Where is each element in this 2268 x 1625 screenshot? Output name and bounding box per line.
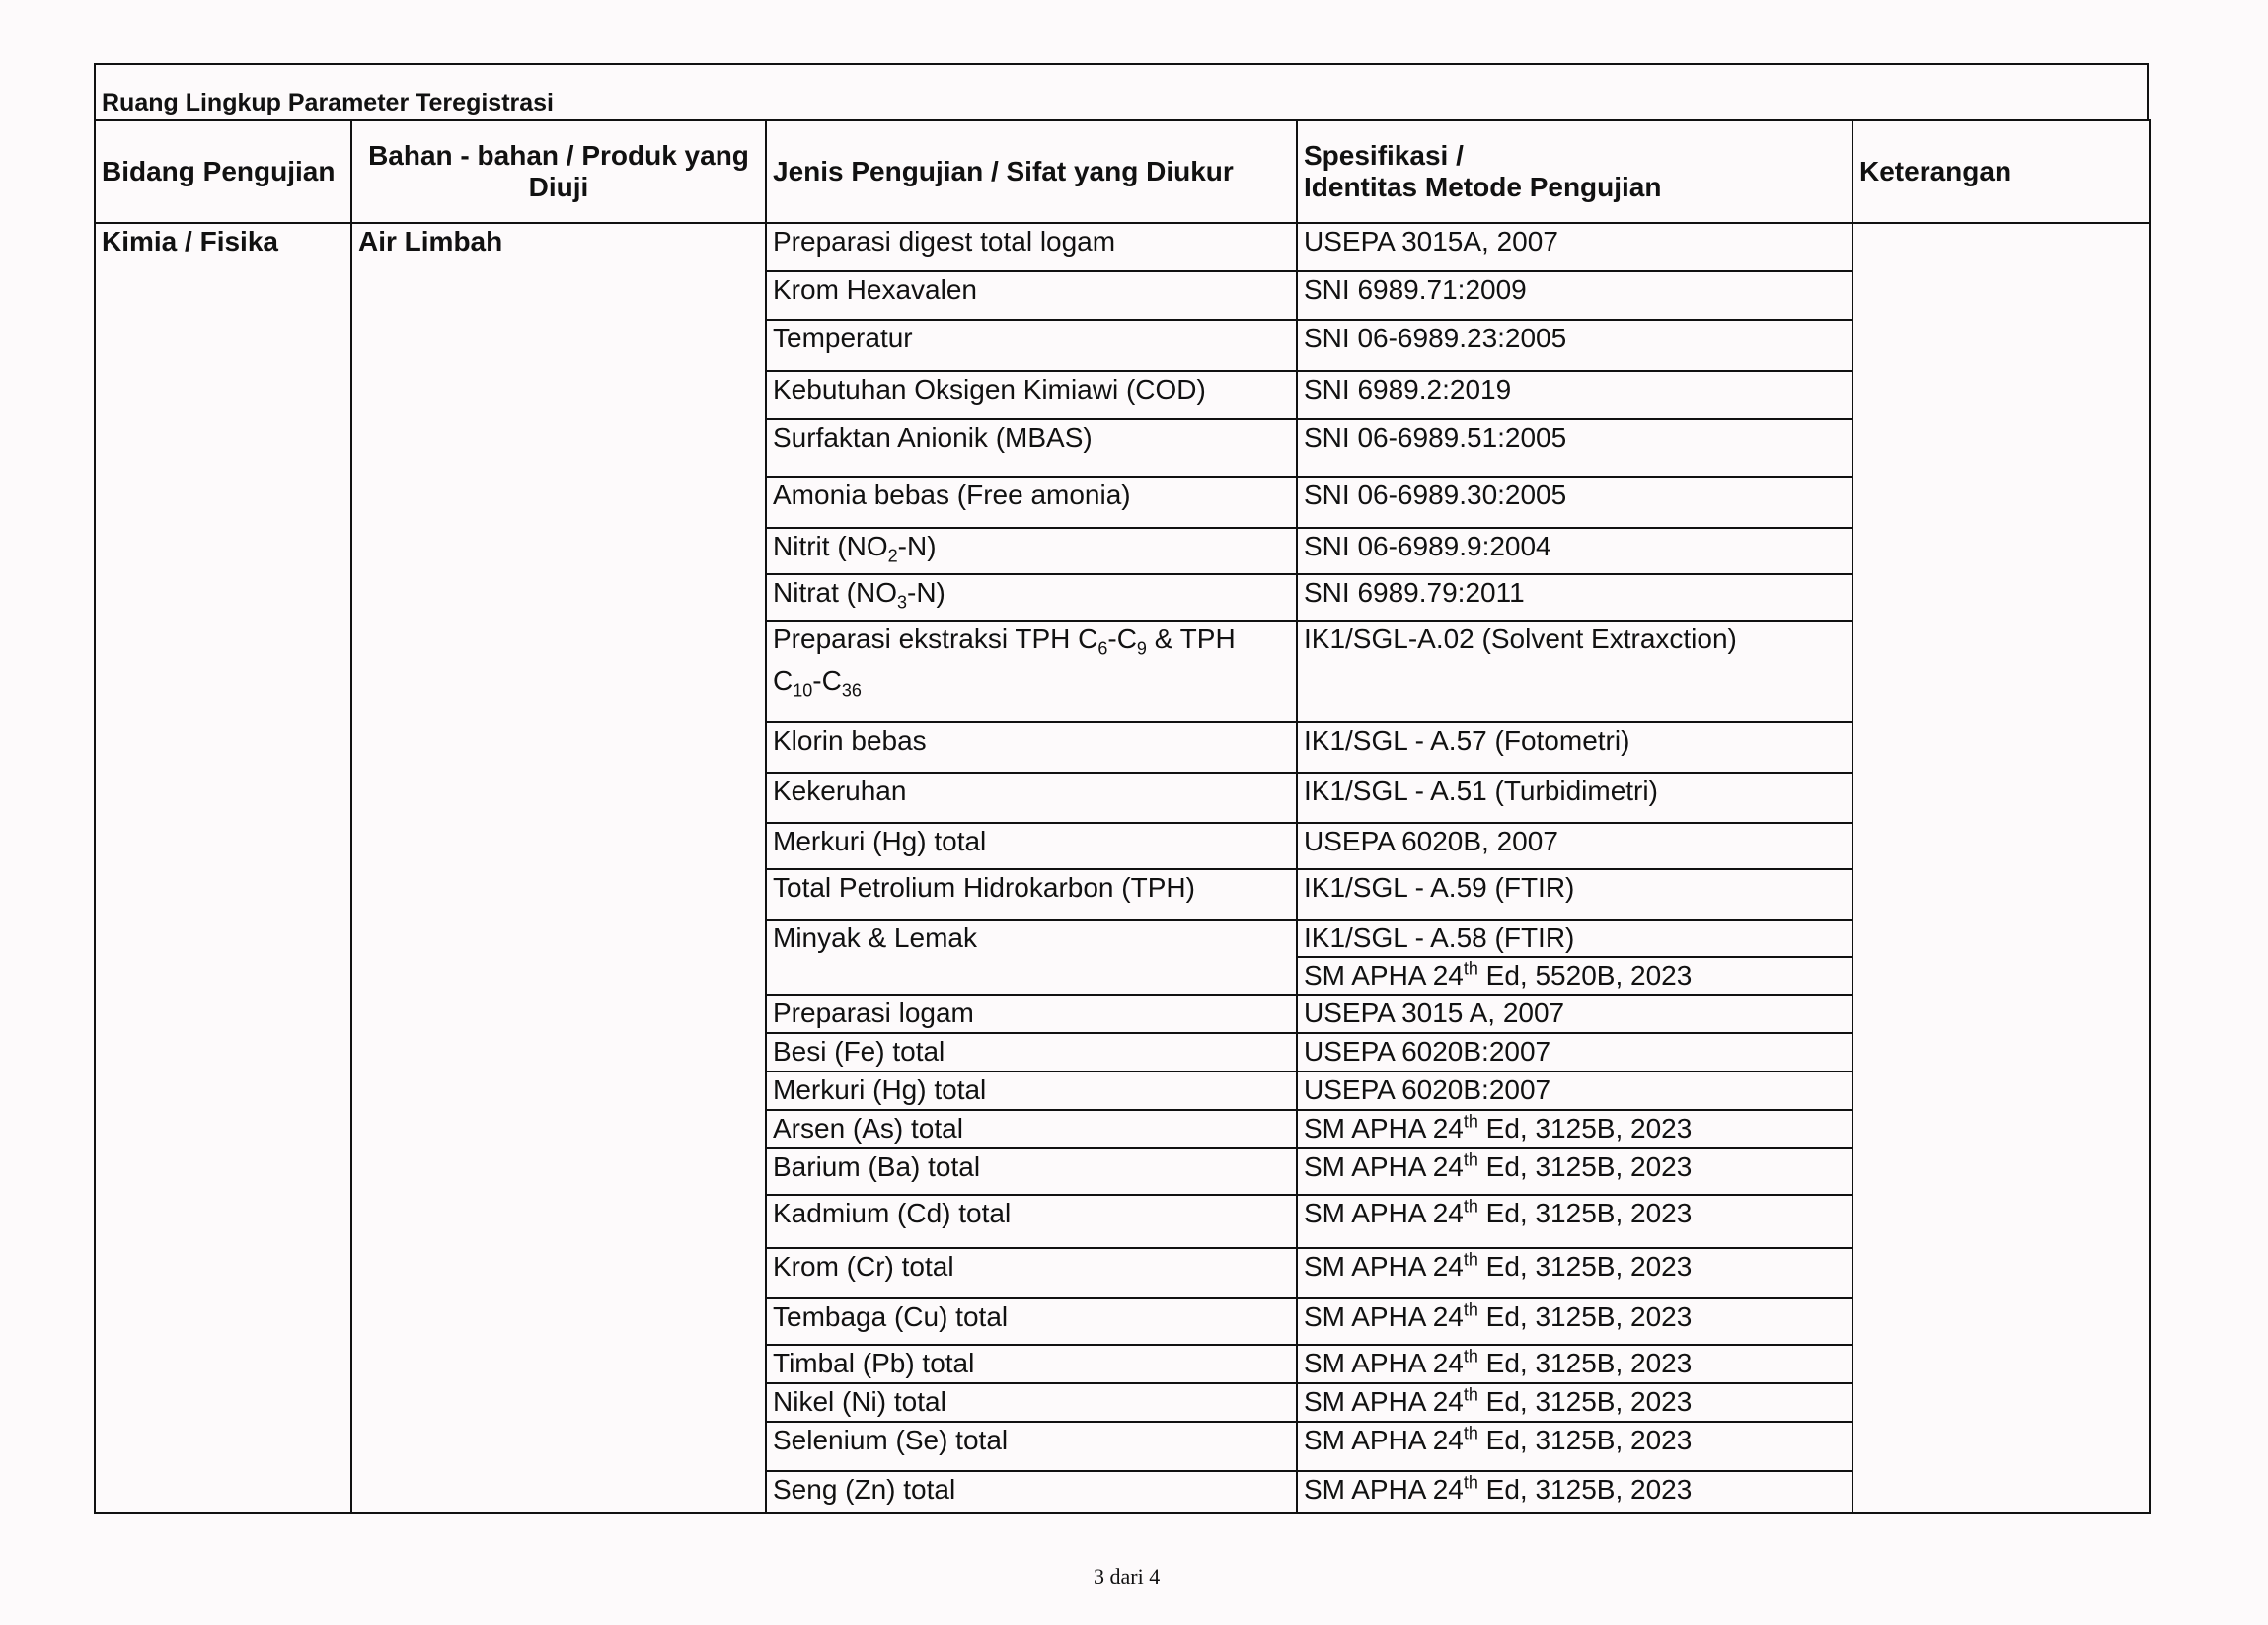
header-spesifikasi: [1297, 120, 1852, 223]
test-text: Nitrat (NO: [773, 577, 897, 608]
method-text: USEPA 6020B, 2007: [1304, 826, 1558, 856]
metode-pengujian-cell: [1297, 869, 1852, 920]
method-superscript: th: [1463, 1196, 1478, 1217]
method-superscript: th: [1463, 1472, 1478, 1493]
method-text: SNI 6989.71:2009: [1304, 274, 1527, 305]
test-text: -C: [812, 665, 842, 696]
jenis-pengujian-cell: Preparasi digest total logam: [766, 223, 1297, 271]
method-text: Ed, 3125B, 2023: [1477, 1386, 1693, 1417]
keterangan-cell: [1852, 223, 2150, 1513]
jenis-pengujian-cell: Minyak & Lemak: [766, 920, 1297, 995]
jenis-pengujian-cell: Krom (Cr) total: [766, 1248, 1297, 1298]
metode-pengujian-cell: [1297, 574, 1852, 621]
method-text: IK1/SGL - A.57 (Fotometri): [1304, 725, 1630, 756]
metode-pengujian-cell: [1297, 320, 1852, 371]
jenis-pengujian-cell: Arsen (As) total: [766, 1110, 1297, 1148]
jenis-pengujian-cell: Merkuri (Hg) total: [766, 1071, 1297, 1110]
metode-pengujian-cell: [1297, 1345, 1852, 1383]
method-text: Ed, 3125B, 2023: [1477, 1301, 1693, 1332]
test-subscript: 10: [793, 680, 813, 701]
header-jenis-pengujian: Jenis Pengujian / Sifat yang Diukur: [766, 120, 1297, 223]
method-superscript: th: [1463, 1111, 1478, 1132]
test-subscript: 2: [887, 546, 898, 566]
method-text: SNI 06-6989.9:2004: [1304, 531, 1551, 561]
metode-pengujian-cell: [1297, 1110, 1852, 1148]
metode-pengujian-cell: [1297, 1033, 1852, 1071]
test-text: -N): [897, 531, 937, 561]
jenis-pengujian-cell: Seng (Zn) total: [766, 1471, 1297, 1513]
jenis-pengujian-cell: Timbal (Pb) total: [766, 1345, 1297, 1383]
test-subscript: 3: [897, 592, 908, 613]
method-text: SM APHA 24: [1304, 1151, 1464, 1182]
method-text: Ed, 3125B, 2023: [1477, 1348, 1693, 1378]
jenis-pengujian-cell: Nikel (Ni) total: [766, 1383, 1297, 1422]
metode-pengujian-cell: [1297, 1422, 1852, 1471]
jenis-pengujian-cell: [766, 621, 1297, 722]
jenis-pengujian-cell: Total Petrolium Hidrokarbon (TPH): [766, 869, 1297, 920]
header-spesifikasi-line2: Identitas Metode Pengujian: [1304, 172, 1662, 202]
metode-pengujian-cell: [1297, 773, 1852, 823]
metode-pengujian-cell: [1297, 371, 1852, 419]
jenis-pengujian-cell: Besi (Fe) total: [766, 1033, 1297, 1071]
method-text: SM APHA 24: [1304, 960, 1464, 991]
jenis-pengujian-cell: Tembaga (Cu) total: [766, 1298, 1297, 1345]
method-text: IK1/SGL - A.59 (FTIR): [1304, 872, 1575, 903]
method-superscript: th: [1463, 1423, 1478, 1443]
method-text: USEPA 6020B:2007: [1304, 1074, 1551, 1105]
method-text: SM APHA 24: [1304, 1386, 1464, 1417]
test-text: & TPH: [1146, 624, 1236, 654]
metode-pengujian-cell: [1297, 1383, 1852, 1422]
method-text: Ed, 3125B, 2023: [1477, 1113, 1693, 1144]
metode-pengujian-cell: [1297, 1248, 1852, 1298]
method-text: SNI 06-6989.51:2005: [1304, 422, 1567, 453]
registered-parameter-scope-sheet: [94, 63, 2149, 1514]
metode-pengujian-cell: [1297, 477, 1852, 528]
table-header-row: [95, 120, 2150, 223]
test-text: Nitrit (NO: [773, 531, 888, 561]
metode-pengujian-cell: [1297, 419, 1852, 477]
test-text: C: [773, 665, 794, 696]
method-text: Ed, 3125B, 2023: [1477, 1198, 1693, 1228]
metode-pengujian-cell: [1297, 621, 1852, 722]
method-text: IK1/SGL-A.02 (Solvent Extraxction): [1304, 624, 1737, 654]
method-text: SM APHA 24: [1304, 1301, 1464, 1332]
header-spesifikasi-line1: Spesifikasi /: [1304, 140, 1464, 171]
test-subscript: 6: [1097, 638, 1108, 659]
jenis-pengujian-cell: Kadmium (Cd) total: [766, 1195, 1297, 1248]
method-text: SM APHA 24: [1304, 1251, 1464, 1282]
method-text: USEPA 6020B:2007: [1304, 1036, 1551, 1067]
method-text: IK1/SGL - A.51 (Turbidimetri): [1304, 776, 1658, 806]
method-text: USEPA 3015 A, 2007: [1304, 997, 1565, 1028]
metode-pengujian-cell: [1297, 1148, 1852, 1195]
test-text: Preparasi ekstraksi TPH C: [773, 624, 1098, 654]
method-text: SM APHA 24: [1304, 1425, 1464, 1455]
header-bahan-produk: Bahan - bahan / Produk yang Diuji: [351, 120, 766, 223]
test-subscript: 9: [1136, 638, 1147, 659]
header-bidang-pengujian: Bidang Pengujian: [95, 120, 351, 223]
metode-pengujian-cell: [1297, 823, 1852, 869]
method-text: SM APHA 24: [1304, 1198, 1464, 1228]
metode-pengujian-cell: [1297, 1195, 1852, 1248]
method-superscript: th: [1463, 958, 1478, 979]
jenis-pengujian-cell: Selenium (Se) total: [766, 1422, 1297, 1471]
method-text: Ed, 3125B, 2023: [1477, 1151, 1693, 1182]
method-text: SNI 06-6989.30:2005: [1304, 480, 1567, 510]
header-keterangan: Keterangan: [1852, 120, 2150, 223]
jenis-pengujian-cell: Surfaktan Anionik (MBAS): [766, 419, 1297, 477]
bidang-cell: Kimia / Fisika: [95, 223, 351, 1513]
jenis-pengujian-cell: Amonia bebas (Free amonia): [766, 477, 1297, 528]
table-body: [95, 223, 2150, 1513]
page-number: 3 dari 4: [1094, 1564, 1161, 1588]
method-superscript: th: [1463, 1346, 1478, 1366]
method-superscript: th: [1463, 1299, 1478, 1320]
method-text: SM APHA 24: [1304, 1113, 1464, 1144]
method-text: Ed, 3125B, 2023: [1477, 1474, 1693, 1505]
method-text: Ed, 3125B, 2023: [1477, 1251, 1693, 1282]
method-text: Ed, 5520B, 2023: [1477, 960, 1693, 991]
method-text: SNI 6989.79:2011: [1304, 577, 1525, 608]
test-text: -C: [1107, 624, 1137, 654]
metode-pengujian-cell: [1297, 1071, 1852, 1110]
jenis-pengujian-cell: Kebutuhan Oksigen Kimiawi (COD): [766, 371, 1297, 419]
jenis-pengujian-cell: Klorin bebas: [766, 722, 1297, 773]
jenis-pengujian-cell: Temperatur: [766, 320, 1297, 371]
bahan-cell: Air Limbah: [351, 223, 766, 1513]
method-text: SM APHA 24: [1304, 1348, 1464, 1378]
method-text: SM APHA 24: [1304, 1474, 1464, 1505]
jenis-pengujian-cell: Barium (Ba) total: [766, 1148, 1297, 1195]
jenis-pengujian-cell: Krom Hexavalen: [766, 271, 1297, 320]
metode-pengujian-cell: [1297, 271, 1852, 320]
metode-pengujian-cell: [1297, 1298, 1852, 1345]
method-text: Ed, 3125B, 2023: [1477, 1425, 1693, 1455]
method-text: USEPA 3015A, 2007: [1304, 226, 1558, 257]
method-superscript: th: [1463, 1149, 1478, 1170]
metode-pengujian-cell: [1297, 722, 1852, 773]
test-text: -N): [907, 577, 945, 608]
table-row: [95, 223, 2150, 271]
jenis-pengujian-cell: Kekeruhan: [766, 773, 1297, 823]
metode-pengujian-cell: [1297, 920, 1852, 995]
method-text: SNI 06-6989.23:2005: [1304, 323, 1567, 353]
jenis-pengujian-cell: [766, 528, 1297, 574]
section-title: Ruang Lingkup Parameter Teregistrasi: [94, 63, 2149, 119]
metode-pengujian-cell: [1297, 1471, 1852, 1513]
method-superscript: th: [1463, 1384, 1478, 1405]
jenis-pengujian-cell: Merkuri (Hg) total: [766, 823, 1297, 869]
metode-pengujian-cell: [1297, 528, 1852, 574]
method-text: SNI 6989.2:2019: [1304, 374, 1512, 405]
method-text: IK1/SGL - A.58 (FTIR): [1298, 921, 1852, 958]
parameter-table: [94, 119, 2151, 1514]
jenis-pengujian-cell: Preparasi logam: [766, 995, 1297, 1033]
metode-pengujian-cell: [1297, 223, 1852, 271]
test-subscript: 36: [841, 680, 862, 701]
jenis-pengujian-cell: [766, 574, 1297, 621]
metode-pengujian-cell: [1297, 995, 1852, 1033]
method-superscript: th: [1463, 1249, 1478, 1270]
method-text-secondary: [1298, 958, 1852, 994]
